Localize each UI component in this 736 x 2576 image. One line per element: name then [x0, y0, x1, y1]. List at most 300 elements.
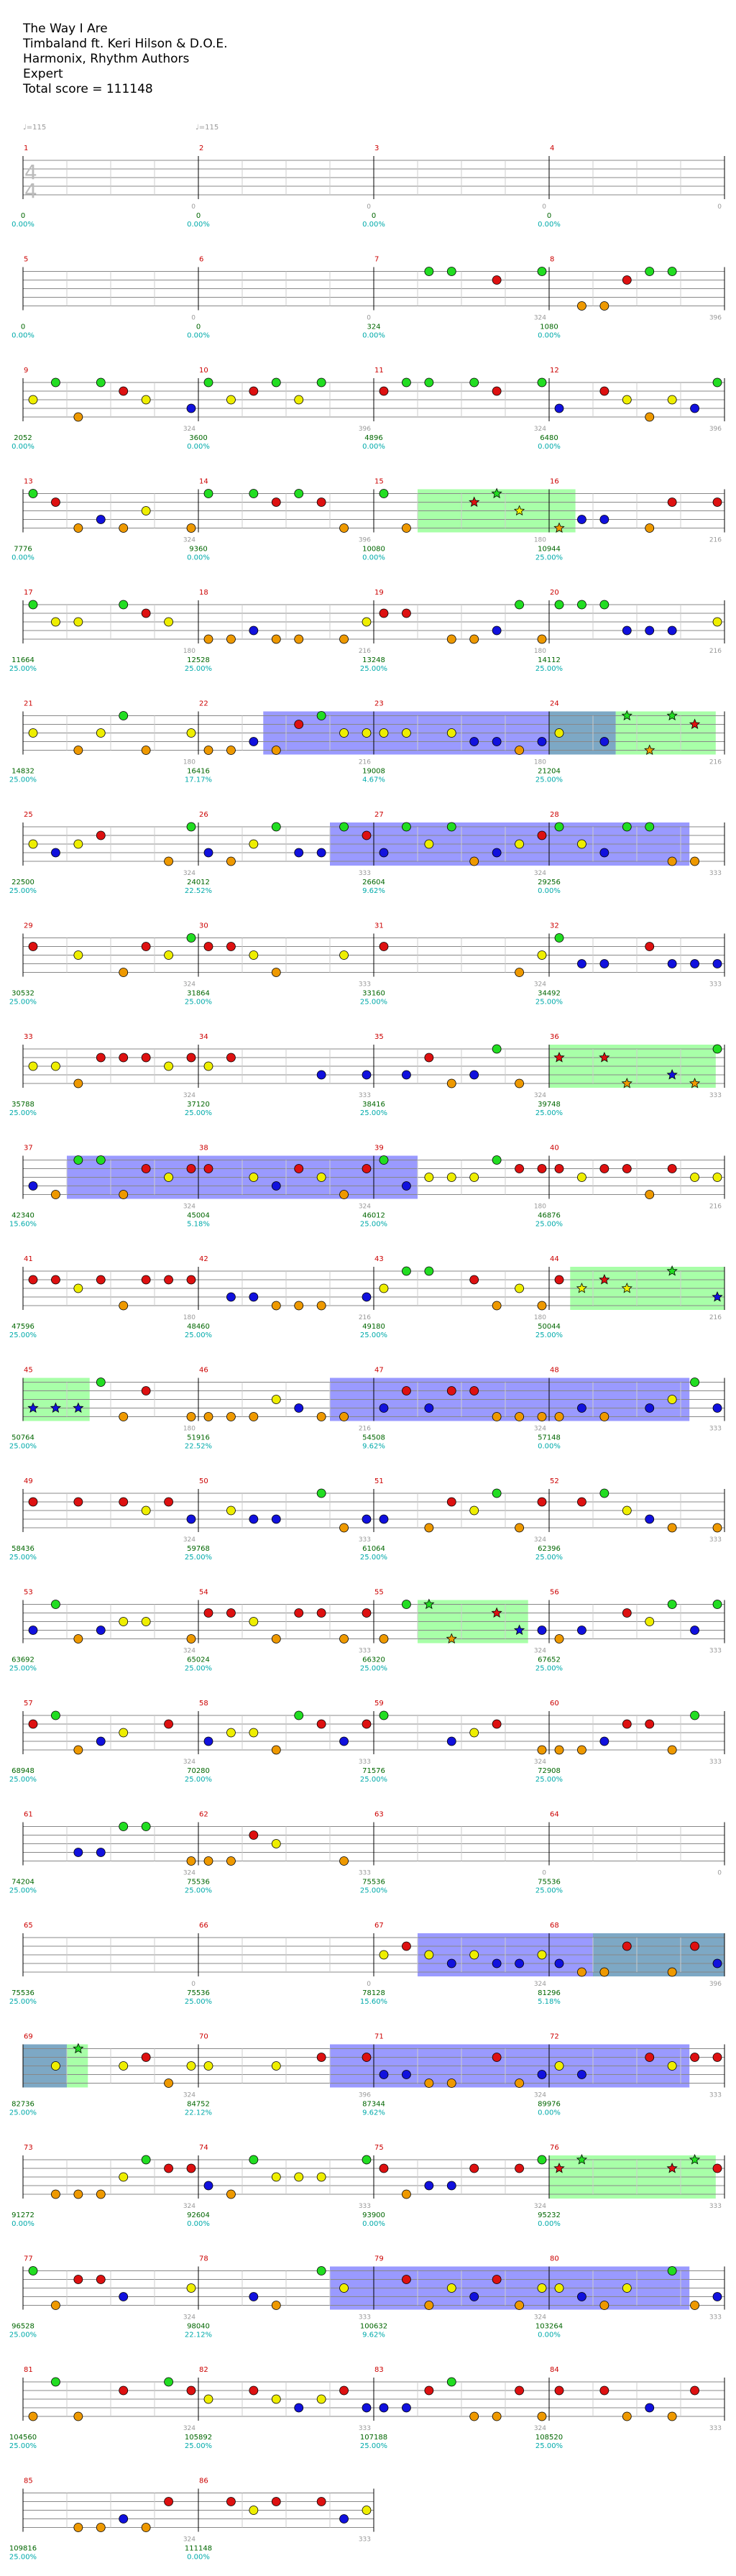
gem-note — [538, 2284, 546, 2293]
percent-label: 0.00% — [362, 554, 385, 562]
gem-note — [538, 1746, 546, 1754]
beat-marker: 396 — [709, 314, 722, 322]
gem-note — [447, 1959, 456, 1968]
gem-note — [515, 968, 524, 977]
gem-note — [402, 2403, 410, 2412]
gem-note — [317, 1413, 326, 1421]
gem-note — [295, 1165, 303, 1173]
gem-note — [187, 1857, 196, 1866]
percent-label: 25.00% — [535, 2442, 564, 2450]
gem-note — [622, 276, 631, 285]
measure-number: 13 — [24, 477, 33, 486]
gem-note — [577, 1968, 586, 1976]
measure-number: 62 — [199, 1810, 208, 1819]
measure-number: 71 — [374, 2032, 384, 2041]
gem-note — [340, 524, 349, 533]
gem-note — [380, 1156, 388, 1165]
measure-number: 54 — [199, 1588, 208, 1597]
gem-note — [249, 1413, 258, 1421]
gem-note — [340, 951, 349, 960]
measure-number: 3 — [374, 145, 380, 152]
gem-note — [492, 2412, 501, 2421]
gem-note — [317, 1301, 326, 1310]
measure-number: 25 — [24, 811, 33, 819]
gem-note — [249, 2293, 258, 2301]
gem-note — [380, 1711, 388, 1720]
gem-note — [645, 943, 654, 951]
gem-note — [515, 2164, 524, 2173]
gem-note — [577, 1498, 586, 1506]
gem-note — [668, 1165, 676, 1173]
gem-note — [119, 1498, 128, 1506]
score-label: 74204 — [12, 1878, 34, 1887]
gem-note — [555, 404, 564, 413]
gem-note — [226, 1857, 235, 1866]
percent-label: 25.00% — [535, 1887, 564, 1895]
gem-note — [492, 1045, 501, 1053]
gem-note — [515, 746, 524, 755]
beat-marker: 216 — [709, 1203, 722, 1211]
gem-note — [577, 1626, 586, 1635]
beat-marker: 216 — [358, 648, 371, 655]
gem-note — [119, 524, 128, 533]
percent-label: 25.00% — [535, 1554, 564, 1562]
gem-note — [668, 960, 676, 968]
gem-note — [226, 857, 235, 866]
gem-note — [555, 2284, 564, 2293]
gem-note — [668, 498, 676, 507]
beat-marker: 324 — [183, 981, 196, 989]
beat-marker: 396 — [709, 1981, 722, 1988]
gem-note — [96, 2524, 105, 2532]
gem-note — [470, 738, 479, 746]
gem-note — [402, 2190, 410, 2199]
measure-number: 35 — [374, 1033, 384, 1041]
beat-marker: 324 — [183, 1536, 196, 1544]
gem-note — [600, 1737, 609, 1746]
beat-marker: 180 — [533, 536, 546, 544]
gem-note — [645, 2403, 654, 2412]
difficulty-label: Expert — [23, 67, 63, 81]
score-label: 54508 — [362, 1434, 385, 1442]
percent-label: 25.00% — [535, 1664, 564, 1673]
score-label: 30532 — [12, 989, 34, 998]
time-signature-bottom: 4 — [24, 179, 37, 203]
gem-note — [249, 490, 258, 498]
gem-note — [600, 387, 609, 395]
gem-note — [249, 1831, 258, 1840]
gem-note — [713, 1045, 722, 1053]
percent-label: 25.00% — [9, 776, 37, 784]
score-label: 38416 — [362, 1101, 385, 1109]
percent-label: 17.17% — [184, 776, 213, 784]
gem-note — [668, 395, 676, 404]
percent-label: 25.00% — [359, 1664, 388, 1673]
percent-label: 0.00% — [538, 331, 561, 340]
gem-note — [272, 822, 280, 831]
percent-label: 25.00% — [359, 1109, 388, 1117]
gem-note — [668, 2412, 676, 2421]
score-label: 2052 — [14, 434, 32, 442]
gem-note — [165, 1720, 173, 1728]
measure-number: 27 — [374, 811, 384, 819]
beat-marker: 333 — [358, 2536, 371, 2544]
score-label: 78128 — [362, 1989, 385, 1997]
percent-label: 25.00% — [535, 665, 564, 673]
measure-number: 65 — [24, 1922, 33, 1930]
percent-label: 0.00% — [538, 1442, 561, 1451]
gem-note — [119, 1301, 128, 1310]
gem-note — [119, 387, 128, 395]
gem-note — [142, 1618, 150, 1626]
percent-label: 0.00% — [187, 2553, 210, 2562]
gem-note — [492, 2053, 501, 2062]
gem-note — [555, 1635, 564, 1644]
gem-note — [515, 1523, 524, 1532]
gem-note — [272, 2062, 280, 2071]
score-label: 111148 — [184, 2544, 213, 2553]
gem-note — [600, 848, 609, 857]
measure-number: 1 — [24, 145, 29, 152]
percent-label: 0.00% — [362, 2220, 385, 2228]
gem-note — [402, 1071, 410, 1079]
beat-marker: 333 — [709, 1425, 722, 1433]
score-label: 48460 — [187, 1323, 210, 1331]
gem-note — [380, 943, 388, 951]
gem-note — [74, 413, 83, 421]
measure-number: 83 — [374, 2366, 384, 2374]
percent-label: 25.00% — [359, 1220, 388, 1229]
gem-note — [470, 1071, 479, 1079]
gem-note — [713, 1173, 722, 1182]
beat-marker: 0 — [367, 1981, 371, 1988]
score-label: 37120 — [187, 1101, 210, 1109]
measure-number: 38 — [199, 1144, 208, 1152]
gem-note — [51, 1062, 60, 1071]
beat-marker: 216 — [709, 758, 722, 766]
gem-note — [713, 1600, 722, 1609]
gem-note — [187, 404, 196, 413]
gem-note — [362, 2155, 371, 2164]
gem-note — [96, 378, 105, 387]
gem-note — [119, 2293, 128, 2301]
measure-number: 78 — [199, 2255, 208, 2263]
gem-note — [447, 2079, 456, 2088]
gem-note — [425, 840, 433, 848]
gem-note — [119, 712, 128, 720]
gem-note — [492, 1720, 501, 1728]
gem-note — [142, 943, 150, 951]
score-label: 75536 — [187, 1878, 210, 1887]
gem-note — [668, 1523, 676, 1532]
gem-note — [555, 729, 564, 738]
gem-note — [447, 1387, 456, 1395]
beat-marker: 324 — [183, 2203, 196, 2210]
gem-note — [713, 498, 722, 507]
gem-note — [425, 2079, 433, 2088]
measure-number: 46 — [199, 1366, 208, 1375]
percent-label: 0.00% — [362, 331, 385, 340]
beat-marker: 180 — [183, 648, 196, 655]
gem-note — [295, 490, 303, 498]
percent-label: 25.00% — [9, 2109, 37, 2117]
beat-marker: 333 — [358, 1647, 371, 1655]
gem-note — [622, 1609, 631, 1618]
gem-note — [470, 2164, 479, 2173]
gem-note — [204, 1413, 213, 1421]
gem-note — [538, 738, 546, 746]
gem-note — [380, 387, 388, 395]
gem-note — [119, 2386, 128, 2395]
score-label: 29256 — [538, 879, 561, 886]
gem-note — [187, 1053, 196, 1062]
score-label: 12528 — [187, 656, 210, 664]
gem-note — [713, 1404, 722, 1413]
gem-note — [668, 2267, 676, 2275]
gem-note — [340, 2284, 349, 2293]
gem-note — [74, 2275, 83, 2284]
percent-label: 25.00% — [9, 665, 37, 673]
gem-note — [555, 1165, 564, 1173]
beat-marker: 333 — [358, 2314, 371, 2321]
gem-note — [165, 857, 173, 866]
gem-note — [555, 1746, 564, 1754]
measure-number: 32 — [550, 922, 559, 930]
measure-number: 61 — [24, 1810, 33, 1819]
measure-number: 15 — [374, 477, 384, 486]
score-label: 0 — [20, 323, 26, 331]
score-label: 50044 — [538, 1323, 561, 1331]
gem-note — [447, 267, 456, 276]
score-label: 100632 — [359, 2322, 388, 2331]
measure-number: 84 — [550, 2366, 559, 2374]
gem-note — [226, 2190, 235, 2199]
measure-number: 34 — [199, 1033, 208, 1041]
gem-note — [96, 2190, 105, 2199]
gem-note — [142, 1823, 150, 1831]
gem-note — [272, 1395, 280, 1404]
gem-note — [295, 635, 303, 643]
gem-note — [447, 2378, 456, 2386]
gem-note — [538, 378, 546, 387]
score-label: 59768 — [187, 1545, 210, 1553]
gem-note — [74, 1635, 83, 1644]
beat-marker: 333 — [709, 2203, 722, 2210]
beat-marker: 324 — [183, 2425, 196, 2432]
gem-note — [142, 609, 150, 618]
gem-note — [600, 1165, 609, 1173]
percent-label: 0.00% — [538, 443, 561, 451]
gem-note — [691, 1378, 699, 1387]
score-label: 22500 — [12, 879, 34, 886]
gem-note — [119, 1053, 128, 1062]
gem-note — [29, 943, 37, 951]
measure-number: 18 — [199, 589, 208, 597]
score-label: 68948 — [12, 1767, 34, 1775]
beat-marker: 324 — [183, 1869, 196, 1877]
beat-marker: 324 — [183, 426, 196, 433]
gem-note — [29, 1062, 37, 1071]
score-label: 92604 — [187, 2211, 210, 2219]
gem-note — [600, 738, 609, 746]
measure-number: 8 — [550, 255, 555, 264]
beat-marker: 324 — [183, 1759, 196, 1766]
percent-label: 0.00% — [538, 2331, 561, 2339]
score-label: 72908 — [538, 1767, 561, 1775]
gem-note — [249, 1618, 258, 1626]
measure-number: 56 — [550, 1588, 559, 1597]
percent-label: 25.00% — [9, 1109, 37, 1117]
gem-note — [249, 1728, 258, 1737]
beat-marker: 333 — [709, 981, 722, 989]
gem-note — [402, 2275, 410, 2284]
gem-note — [622, 2284, 631, 2293]
gem-note — [74, 1498, 83, 1506]
measure-number: 49 — [24, 1477, 33, 1485]
gem-note — [645, 1404, 654, 1413]
gem-note — [713, 1959, 722, 1968]
beat-marker: 324 — [183, 1203, 196, 1211]
gem-note — [226, 1609, 235, 1618]
gem-note — [713, 2293, 722, 2301]
gem-note — [74, 746, 83, 755]
gem-note — [470, 2412, 479, 2421]
gem-note — [645, 1720, 654, 1728]
percent-label: 0.00% — [12, 221, 34, 229]
gem-note — [402, 378, 410, 387]
score-label: 31864 — [187, 989, 210, 998]
measure-number: 23 — [374, 700, 384, 708]
measure-number: 45 — [24, 1366, 33, 1375]
gem-note — [402, 1600, 410, 1609]
gem-note — [402, 822, 410, 831]
gem-note — [272, 1840, 280, 1848]
measure-number: 76 — [550, 2144, 559, 2152]
percent-label: 0.00% — [362, 443, 385, 451]
gem-note — [380, 1515, 388, 1523]
gem-note — [362, 1165, 371, 1173]
gem-note — [425, 1523, 433, 1532]
gem-note — [340, 1857, 349, 1866]
total-score: Total score = 111148 — [23, 82, 153, 96]
gem-note — [29, 490, 37, 498]
gem-note — [691, 2301, 699, 2310]
measure-number: 28 — [550, 811, 559, 819]
beat-marker: 324 — [533, 870, 546, 877]
percent-label: 25.00% — [535, 776, 564, 784]
percent-label: 22.52% — [184, 1442, 213, 1451]
gem-note — [29, 2412, 37, 2421]
gem-note — [645, 1515, 654, 1523]
gem-note — [187, 1635, 196, 1644]
score-label: 67652 — [538, 1656, 561, 1664]
gem-note — [555, 1413, 564, 1421]
score-label: 75536 — [362, 1878, 385, 1887]
measure-number: 16 — [550, 477, 559, 486]
gem-note — [668, 1600, 676, 1609]
gem-note — [249, 840, 258, 848]
percent-label: 0.00% — [187, 2220, 210, 2228]
gem-note — [29, 1275, 37, 1284]
gem-note — [204, 378, 213, 387]
gem-note — [577, 302, 586, 311]
measure-number: 51 — [374, 1477, 384, 1485]
gem-note — [577, 1173, 586, 1182]
gem-note — [317, 1173, 326, 1182]
gem-note — [74, 524, 83, 533]
gem-note — [340, 822, 349, 831]
score-label: 0 — [196, 323, 201, 331]
measure-number: 53 — [24, 1588, 33, 1597]
gem-note — [204, 1165, 213, 1173]
gem-note — [187, 1165, 196, 1173]
measure-number: 86 — [199, 2477, 208, 2485]
score-label: 104560 — [9, 2434, 37, 2442]
gem-note — [226, 1728, 235, 1737]
gem-note — [515, 1079, 524, 1088]
gem-note — [538, 1413, 546, 1421]
beat-marker: 216 — [709, 1314, 722, 1321]
gem-note — [492, 738, 501, 746]
gem-note — [691, 1173, 699, 1182]
gem-note — [362, 1071, 371, 1079]
percent-label: 25.00% — [184, 1554, 213, 1562]
gem-note — [538, 635, 546, 643]
measure-number: 19 — [374, 589, 384, 597]
gem-note — [249, 626, 258, 635]
gem-note — [165, 1062, 173, 1071]
gem-note — [249, 1173, 258, 1182]
gem-note — [51, 378, 60, 387]
percent-label: 25.00% — [535, 1776, 564, 1784]
score-label: 19008 — [362, 767, 385, 776]
percent-label: 25.00% — [359, 1554, 388, 1562]
measure-number: 33 — [24, 1033, 33, 1041]
beat-marker: 180 — [533, 1314, 546, 1321]
gem-note — [492, 387, 501, 395]
measure-number: 17 — [24, 589, 33, 597]
gem-note — [538, 267, 546, 276]
measure-number: 10 — [199, 367, 208, 375]
percent-label: 25.00% — [9, 1664, 37, 1673]
gem-note — [119, 1618, 128, 1626]
gem-note — [668, 1395, 676, 1404]
score-label: 81296 — [538, 1989, 561, 1997]
measure-number: 22 — [199, 700, 208, 708]
score-label: 47596 — [12, 1323, 34, 1331]
gem-note — [96, 1275, 105, 1284]
gem-note — [600, 2386, 609, 2395]
beat-marker: 333 — [709, 2425, 722, 2432]
beat-marker: 324 — [183, 536, 196, 544]
measure-number: 75 — [374, 2144, 384, 2152]
gem-note — [668, 2062, 676, 2071]
gem-note — [187, 934, 196, 943]
gem-note — [96, 1626, 105, 1635]
gem-note — [187, 1275, 196, 1284]
gem-note — [538, 2071, 546, 2079]
percent-label: 0.00% — [187, 554, 210, 562]
percent-label: 25.00% — [535, 998, 564, 1007]
chart-authors: Harmonix, Rhythm Authors — [23, 52, 190, 66]
measure-number: 20 — [550, 589, 559, 597]
gem-note — [119, 600, 128, 609]
measure-number: 55 — [374, 1588, 384, 1597]
gem-note — [470, 1951, 479, 1959]
percent-label: 0.00% — [187, 443, 210, 451]
score-label: 87344 — [362, 2100, 385, 2109]
gem-note — [96, 729, 105, 738]
